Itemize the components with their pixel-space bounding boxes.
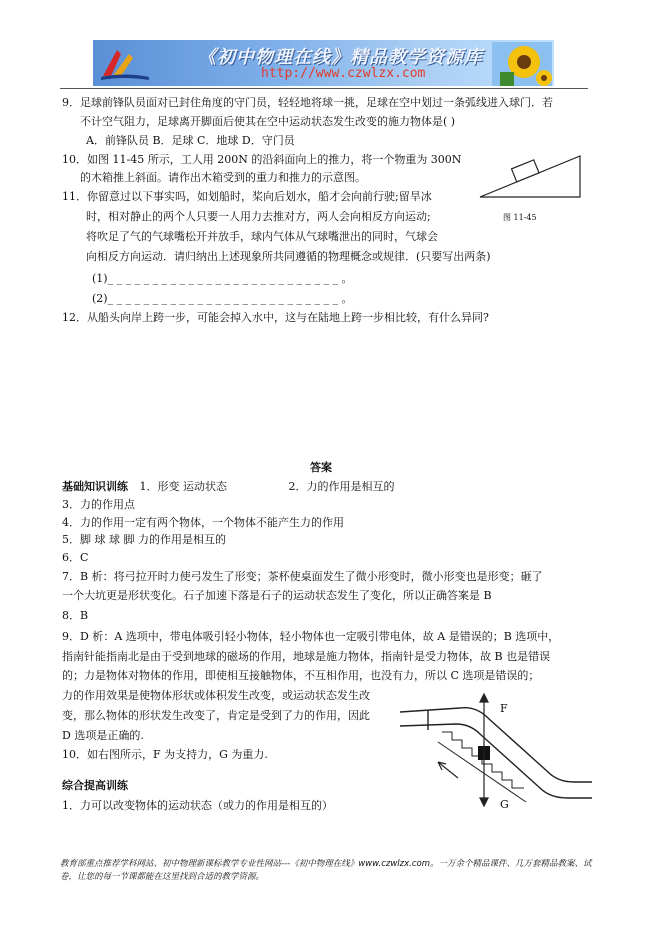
- escalator-figure: [398, 690, 594, 810]
- q10-line-1: 10．如图 11-45 所示，工人用 200N 的沿斜面向上的推力，将一个物重为 300N: [62, 153, 462, 166]
- answer-1: 1．形变 运动状态: [139, 480, 227, 493]
- answer-9-line-6: D 选项是正确的.: [62, 729, 144, 742]
- q11-line-4: 向相反方向运动．请归纳出上述现象所共同遵循的物理概念或规律．(只要写出两条): [86, 250, 491, 263]
- answer-4: 4．力的作用一定有两个物体，一个物体不能产生力的作用: [62, 516, 344, 529]
- footer-text: 教育部重点推荐学科网站、初中物理新课标教学专业性网站---《初中物理在线》www.czwlzx.com。一万余个精品课件、几万套精品教案、试卷，让您的每一节课都能在这里找到合适的教学资源。: [60, 859, 592, 882]
- q9-options: A．前锋队员 B．足球 C．地球 D．守门员: [86, 134, 295, 147]
- q11-answer-1: (1)_ _ _ _ _ _ _ _ _ _ _ _ _ _ _ _ _ _ _ _ _ _ _ _ _ _ 。: [92, 272, 353, 285]
- force-label-f: F: [500, 702, 508, 715]
- header-rule: [60, 88, 588, 89]
- answer-8: 8．B: [62, 609, 89, 622]
- advanced-answer-1: 1．力可以改变物体的运动状态（或力的作用是相互的）: [62, 799, 333, 812]
- advanced-training-label: 综合提高训练: [62, 779, 128, 792]
- header-banner: [93, 40, 554, 86]
- site-logo: [99, 46, 151, 82]
- banner-url: http://www.czwlzx.com: [261, 66, 426, 81]
- q11-line-3: 将吹足了气的气球嘴松开并放手，球内气体从气球嘴泄出的同时，气球会: [86, 230, 438, 243]
- basic-training-label: 基础知识训练: [62, 480, 128, 493]
- answer-6: 6．C: [62, 551, 89, 564]
- q11-answer-2: (2)_ _ _ _ _ _ _ _ _ _ _ _ _ _ _ _ _ _ _ _ _ _ _ _ _ _ 。: [92, 292, 353, 305]
- banner-title: 《初中物理在线》精品教学资源库: [198, 47, 483, 68]
- sunflower-image: [492, 42, 552, 86]
- answer-9-line-1: 9．D 析：A 选项中，带电体吸引轻小物体，轻小物体也一定吸引带电体，故 A 是错误的；B 选项中，: [62, 630, 560, 643]
- answer-7-line-1: 7．B 析：将弓拉开时力使弓发生了形变；茶杯使桌面发生了微小形变时，微小形变也是形变；砸了: [62, 570, 543, 583]
- answer-10: 10．如右图所示，F 为支持力，G 为重力.: [62, 748, 268, 761]
- answer-5: 5．脚 球 球 脚 力的作用是相互的: [62, 533, 226, 546]
- answer-9-line-5: 变，那么物体的形状发生改变了，肯定是受到了力的作用，因此: [62, 709, 370, 722]
- answer-2: 2．力的作用是相互的: [288, 480, 395, 493]
- incline-figure: [476, 152, 586, 202]
- answers-heading: 答案: [310, 461, 332, 474]
- q9-line-2: 不计空气阻力，足球离开脚面后使其在空中运动状态发生改变的施力物体是( ): [80, 115, 456, 128]
- answer-9-line-4: 力的作用效果是使物体形状或体积发生改变，或运动状态发生改: [62, 689, 370, 702]
- answer-3: 3．力的作用点: [62, 498, 135, 511]
- q10-line-2: 的木箱推上斜面。请作出木箱受到的重力和推力的示意图。: [80, 171, 366, 184]
- answer-9-line-2: 指南针能指南北是由于受到地球的磁场的作用，地球是施力物体，指南针是受力物体，故 B 也是错误: [62, 650, 551, 663]
- q11-line-1: 11．你留意过以下事实吗，如划船时，桨向后划水，船才会向前行驶;留旱冰: [62, 190, 432, 203]
- answer-7-line-2: 一个大坑更是形状变化。石子加速下落是石子的运动状态发生了变化，所以正确答案是 B: [62, 589, 492, 602]
- q12: 12．从船头向岸上跨一步，可能会掉入水中，这与在陆地上跨一步相比较，有什么异同?: [62, 311, 489, 324]
- basic-training-row: [62, 479, 395, 494]
- figure-caption: 图 11-45: [503, 213, 537, 222]
- q9-line-1: 9．足球前锋队员面对已封住角度的守门员，轻轻地将球一挑，足球在空中划过一条弧线进入球门．若: [62, 96, 553, 109]
- force-label-g: G: [500, 798, 509, 811]
- q11-line-2: 时，相对静止的两个人只要一人用力去推对方，两人会向相反方向运动;: [86, 210, 431, 223]
- answer-9-line-3: 的；力是物体对物体的作用，即使相互接触物体，不互相作用，也没有力，所以 C 选项是错误的；: [62, 669, 540, 682]
